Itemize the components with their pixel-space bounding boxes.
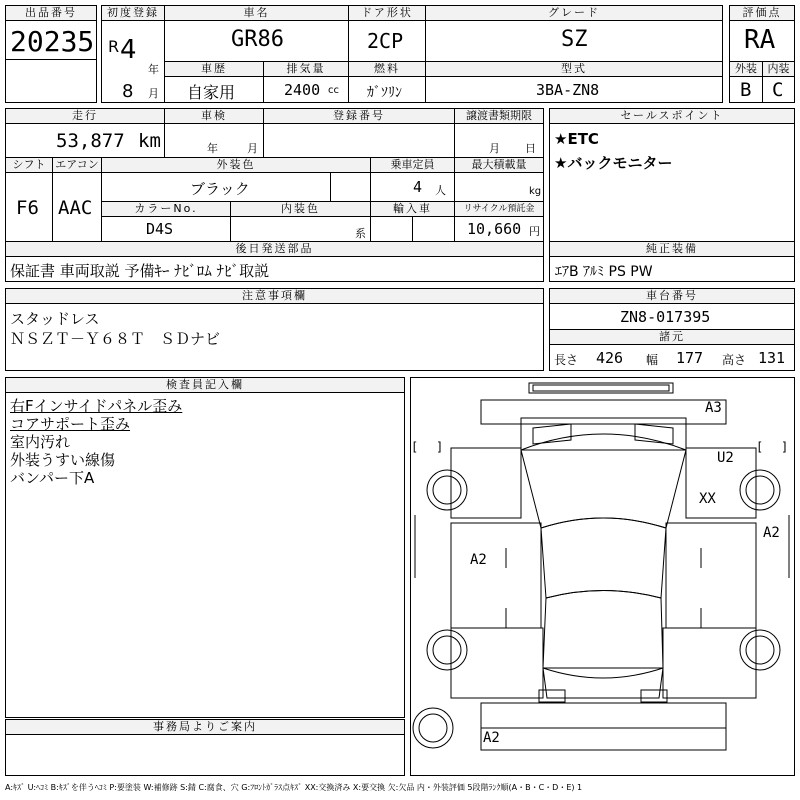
recycle-deposit: 10,660 [467, 220, 522, 238]
import-cell-b [412, 216, 455, 242]
transfer-month-unit: 月 [489, 142, 500, 155]
color-number: D4S [146, 220, 174, 238]
inspection-label: 車検 [164, 108, 264, 124]
capacity-label: 乗車定員 [370, 157, 455, 173]
year-unit: 年 [148, 63, 159, 76]
genuine-equipment: ｴｱB ｱﾙﾐ PS PW [555, 264, 653, 280]
displacement: 2400 [284, 81, 321, 99]
transfer-deadline-cell [454, 123, 544, 158]
score: RA [744, 25, 776, 55]
car-name: GR86 [231, 27, 284, 52]
exterior-grade-label: 外装 [729, 61, 763, 77]
fuel-cell [348, 76, 426, 103]
damage-mark-a2-rear: A2 [483, 730, 500, 746]
mileage: 53,877 [56, 130, 125, 152]
exterior-color-label: 外装色 [101, 157, 371, 173]
displacement-cell [263, 76, 349, 103]
height: 131 [758, 349, 786, 367]
month-unit: 月 [148, 87, 159, 100]
chassis-number-label: 車台番号 [549, 288, 795, 304]
later-parts: 保証書 車両取説 予備ｷｰ ﾅﾋﾞﾛﾑ ﾅﾋﾞ取説 [10, 262, 270, 280]
history-cell [164, 76, 264, 103]
score-label: 評価点 [729, 5, 795, 21]
notes-cell [5, 303, 544, 371]
max-load-label: 最大積載量 [454, 157, 544, 173]
mileage-cell [5, 123, 165, 158]
damage-mark-u2: U2 [717, 450, 734, 466]
aircon-label: エアコン [52, 157, 102, 173]
inspector-line-5: バンパー下A [10, 469, 95, 487]
shift: F6 [16, 197, 39, 219]
interior-grade-cell [762, 76, 795, 103]
interior-color-label: 内装色 [230, 201, 371, 217]
exterior-grade: B [740, 79, 752, 101]
history-label: 車歴 [164, 61, 264, 77]
bracket-right-open: [ [756, 440, 764, 454]
inspector-line-4: 外装うすい線傷 [10, 451, 116, 469]
bracket-left-close: ] [436, 440, 444, 454]
history: 自家用 [187, 83, 236, 102]
specs-label: 諸元 [549, 329, 795, 345]
note-line-2: ＮＳＺＴ－Ｙ６８Ｔ ＳＤナビ [10, 330, 221, 348]
lot-number-label: 出品番号 [5, 5, 97, 21]
height-label: 高さ [722, 353, 747, 367]
transfer-deadline-label: 譲渡書類期限 [454, 108, 544, 124]
mileage-label: 走行 [5, 108, 165, 124]
interior-grade: C [772, 79, 784, 101]
length-label: 長さ [554, 353, 579, 367]
exterior-color-extra [330, 172, 371, 202]
model-code: 3BA-ZN8 [536, 81, 600, 99]
first-registration-cell [101, 20, 165, 103]
model-cell [425, 76, 723, 103]
car-name-label: 車名 [164, 5, 349, 21]
aircon: AAC [58, 197, 93, 219]
grade-cell [425, 20, 723, 62]
shift-label: シフト [5, 157, 53, 173]
inspection-year-unit: 年 [207, 142, 218, 155]
first-registration-label: 初度登録 [101, 5, 165, 21]
recycle-label: リサイクル預託金 [454, 201, 544, 217]
fuel: ｶﾞｿﾘﾝ [367, 85, 402, 101]
max-load-unit: kg [529, 186, 542, 197]
length: 426 [596, 349, 624, 367]
car-name-cell [164, 20, 349, 62]
lot-number-blank [5, 59, 97, 103]
genuine-equipment-cell [549, 256, 795, 282]
interior-color-cell [230, 216, 371, 242]
genuine-equipment-label: 純正装備 [549, 241, 795, 257]
mileage-unit: km [138, 130, 161, 152]
interior-color-unit: 系 [355, 227, 366, 240]
door-type: 2CP [367, 29, 404, 53]
bracket-left-open: [ [411, 440, 419, 454]
sales-points-cell [549, 123, 795, 242]
transfer-day-unit: 日 [525, 142, 536, 155]
note-line-1: スタッドレス [10, 310, 100, 328]
plate-cell [263, 123, 455, 158]
later-parts-label: 後日発送部品 [5, 241, 544, 257]
inspector-line-1: 右Fインサイドパネル歪み [10, 397, 183, 415]
plate-label: 登録番号 [263, 108, 455, 124]
inspector-notes-label: 検査員記入欄 [5, 377, 405, 393]
grade-label: グレード [425, 5, 723, 21]
sales-point-2: ★バックモニター [554, 154, 673, 172]
sales-points-label: セールスポイント [549, 108, 795, 124]
capacity-cell [370, 172, 455, 202]
door-cell [348, 20, 426, 62]
recycle-unit: 円 [529, 225, 540, 238]
exterior-color: ブラック [190, 180, 250, 198]
displacement-unit: cc [328, 85, 339, 96]
specs-cell [549, 344, 795, 371]
import-label: 輸入車 [370, 201, 455, 217]
sales-point-1: ★ETC [554, 130, 599, 148]
chassis-number: ZN8-017395 [620, 308, 711, 326]
inspection-month-unit: 月 [247, 142, 258, 155]
inspection-cell [164, 123, 264, 158]
inspector-notes-cell [5, 392, 405, 718]
color-number-cell [101, 216, 231, 242]
aircon-cell [52, 172, 102, 242]
registration-year: 4 [120, 35, 137, 65]
lot-number-cell [5, 20, 97, 60]
damage-mark-a2-left: A2 [470, 552, 487, 568]
width-label: 幅 [646, 353, 659, 367]
recycle-cell [454, 216, 544, 242]
max-load-cell [454, 172, 544, 202]
capacity-unit: 人 [435, 184, 446, 197]
notes-label: 注意事項欄 [5, 288, 544, 304]
shift-cell [5, 172, 53, 242]
chassis-number-cell [549, 303, 795, 330]
score-cell [729, 20, 795, 62]
capacity: 4 [413, 178, 423, 196]
interior-grade-label: 内装 [762, 61, 795, 77]
damage-mark-a2-right: A2 [763, 525, 780, 541]
inspector-line-3: 室内汚れ [10, 433, 71, 451]
registration-month: 8 [122, 81, 134, 102]
inspector-line-2: コアサポート歪み [10, 415, 131, 433]
color-number-label: カラーNo. [101, 201, 231, 217]
exterior-grade-cell [729, 76, 763, 103]
width: 177 [676, 349, 704, 367]
later-parts-cell [5, 256, 544, 282]
door-label: ドア形状 [348, 5, 426, 21]
damage-mark-xx: XX [699, 491, 716, 507]
model-label: 型式 [425, 61, 723, 77]
era: R [108, 37, 120, 56]
damage-mark-a3: A3 [705, 400, 722, 416]
import-cell-a [370, 216, 413, 242]
grade: SZ [561, 27, 588, 52]
damage-diagram [410, 377, 795, 776]
fuel-label: 燃料 [348, 61, 426, 77]
office-info-label: 事務局よりご案内 [5, 719, 405, 735]
bracket-right-close: ] [781, 440, 789, 454]
displacement-label: 排気量 [263, 61, 349, 77]
legend: A:ｷｽﾞ U:ﾍｺﾐ B:ｷｽﾞを伴うﾍｺﾐ P:要塗装 W:補修跡 S:錆 C:腐食、穴 G:ﾌﾛﾝﾄｶﾞﾗｽ点ｷｽﾞ XX:交換済み X:要交換 欠:欠品 内・外装評価 5段階ﾗﾝｸ順(A・B・C・D・E) 1 [5, 783, 583, 792]
office-info-cell [5, 734, 405, 776]
car-diagram-svg [411, 378, 794, 775]
lot-number: 20235 [10, 25, 95, 58]
exterior-color-cell [101, 172, 331, 202]
